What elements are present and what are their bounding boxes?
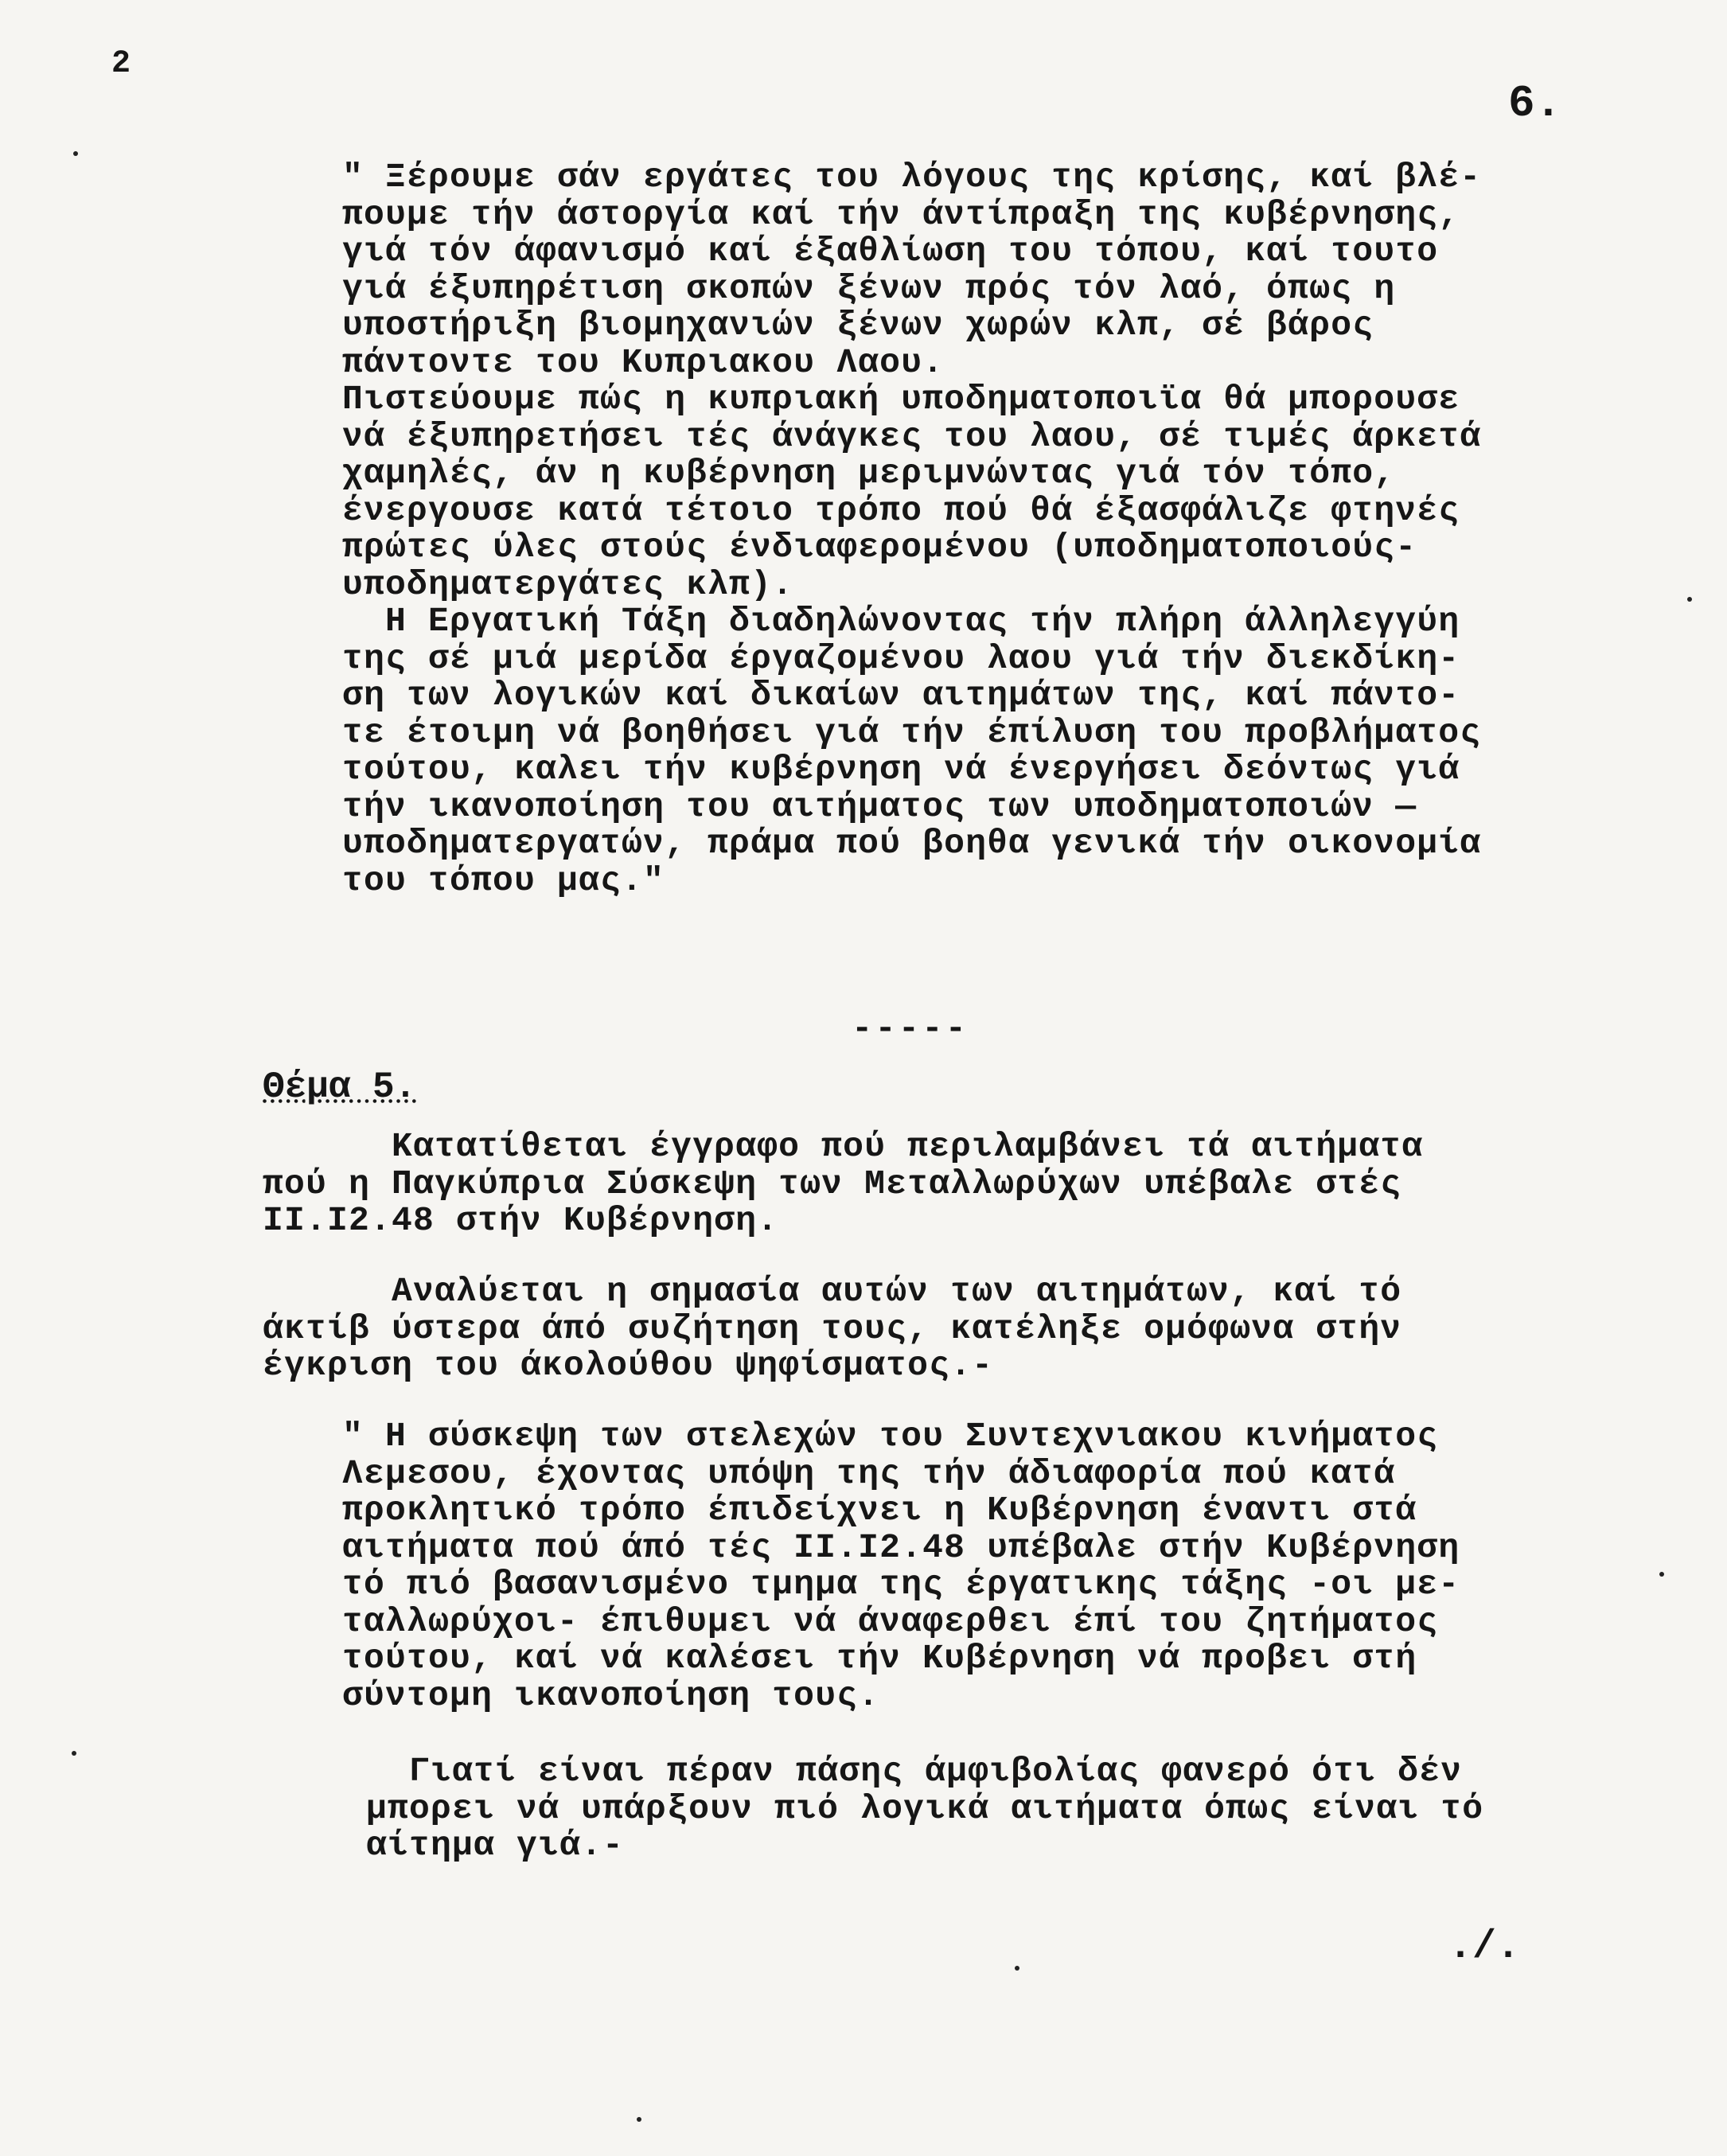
- text-line: τε έτοιμη νά βοηθήσει γιά τήν έπίλυση του προβλήματος: [342, 712, 1482, 752]
- continuation-mark: ./.: [1448, 1924, 1521, 1970]
- text-line: τό πιό βασανισμένο τμημα της έργατικης τάξης -οι με-: [342, 1565, 1460, 1604]
- quote-block-1: [342, 159, 1481, 899]
- text-line: υποδηματεργάτες κλπ).: [342, 564, 794, 604]
- text-line: τούτου, καλει τήν κυβέρνηση νά ένεργήσει δεόντως γιά: [342, 750, 1460, 789]
- text-line: της σέ μιά μερίδα έργαζομένου λαου γιά τήν διεκδίκη-: [342, 638, 1460, 678]
- text-line: τήν ικανοποίηση του αιτήματος των υποδηματοποιών —: [342, 786, 1417, 826]
- text-line: Κατατίθεται έγγραφο πού περιλαμβάνει τά αιτήματα: [263, 1127, 1424, 1166]
- scan-speck: [1659, 1572, 1664, 1577]
- text-line: χαμηλές, άν η κυβέρνηση μεριμνώντας γιά τόν τόπο,: [342, 454, 1396, 493]
- text-line: Η Εργατική Τάξη διαδηλώνοντας τήν πλήρη άλληλεγγύη: [342, 602, 1460, 641]
- text-line: πρώτες ύλες στούς ένδιαφερομένου (υποδηματοποιούς-: [342, 528, 1417, 567]
- text-line: προκλητικό τρόπο έπιδείχνει η Κυβέρνηση έναντι στά: [342, 1491, 1417, 1530]
- text-line: μπορει νά υπάρξουν πιό λογικά αιτήματα όπως είναι τό: [366, 1788, 1484, 1828]
- section-heading: Θέμα 5.: [263, 1066, 417, 1108]
- scan-speck: [1015, 1966, 1019, 1971]
- text-line: πού η Παγκύπρια Σύσκεψη των Μεταλλωρύχων υπέβαλε στές: [263, 1164, 1402, 1203]
- text-line: Γιατί είναι πέραν πάσης άμφιβολίας φανερό ότι δέν: [366, 1752, 1463, 1791]
- corner-mark: 2: [111, 46, 131, 82]
- text-line: Αναλύεται η σημασία αυτών των αιτημάτων, καί τό: [263, 1272, 1402, 1311]
- text-line: Λεμεσου, έχοντας υπόψη της τήν άδιαφορία πού κατά: [342, 1453, 1396, 1493]
- quote-block-3: [366, 1753, 1483, 1865]
- text-line: " Η σύσκεψη των στελεχών του Συντεχνιακου κινήματος: [342, 1417, 1439, 1456]
- text-line: γιά έξυπηρέτιση σκοπών ξένων πρός τόν λαό, όπως η: [342, 268, 1396, 308]
- scan-speck: [73, 151, 78, 156]
- text-line: Πιστεύουμε πώς η κυπριακή υποδηματοποιϊα θά μπορουσε: [342, 380, 1460, 419]
- text-line: αίτημα γιά.-: [366, 1826, 625, 1865]
- text-line: υποστήριξη βιομηχανιών ξένων χωρών κλπ, σέ βάρος: [342, 306, 1374, 345]
- scan-speck: [1687, 597, 1692, 602]
- text-line: πάντοντε του Κυπριακου Λαου.: [342, 342, 945, 382]
- quote-block-2: [342, 1418, 1460, 1714]
- text-line: ΙΙ.Ι2.48 στήν Κυβέρνηση.: [263, 1201, 779, 1240]
- text-line: του τόπου μας.": [342, 860, 665, 900]
- text-line: τούτου, καί νά καλέσει τήν Κυβέρνηση νά προβει στή: [342, 1639, 1417, 1678]
- text-line: γιά τόν άφανισμό καί έξαθλίωση του τόπου, καί τουτο: [342, 232, 1439, 271]
- text-line: ταλλωρύχοι- έπιθυμει νά άναφερθει έπί του ζητήματος: [342, 1601, 1439, 1641]
- scan-speck: [637, 2117, 641, 2122]
- text-line: πουμε τήν άστοργία καί τήν άντίπραξη της κυβέρνησης,: [342, 194, 1460, 234]
- section-divider: -----: [852, 1009, 969, 1049]
- text-line: σύντομη ικανοποίηση τους.: [342, 1675, 880, 1715]
- paragraph-2: [263, 1273, 1401, 1385]
- text-line: " Ξέρουμε σάν εργάτες του λόγους της κρίσης, καί βλέ-: [342, 158, 1482, 197]
- text-line: ση των λογικών καί δικαίων αιτημάτων της, καί πάντο-: [342, 676, 1460, 715]
- text-line: ένεργουσε κατά τέτοιο τρόπο πού θά έξασφάλιζε φτηνές: [342, 490, 1460, 530]
- text-line: αιτήματα πού άπό τές ΙΙ.Ι2.48 υπέβαλε στήν Κυβέρνηση: [342, 1527, 1460, 1567]
- scan-speck: [72, 1751, 76, 1756]
- text-line: νά έξυπηρετήσει τές άνάγκες του λαου, σέ τιμές άρκετά: [342, 416, 1482, 456]
- text-line: άκτίβ ύστερα άπό συζήτηση τους, κατέληξε ομόφωνα στήν: [263, 1308, 1402, 1348]
- paragraph-1: [263, 1129, 1423, 1240]
- text-line: υποδηματεργατών, πράμα πού βοηθα γενικά τήν οικονομία: [342, 824, 1482, 863]
- page-number: 6.: [1508, 78, 1562, 129]
- text-line: έγκριση του άκολούθου ψηφίσματος.-: [263, 1346, 994, 1385]
